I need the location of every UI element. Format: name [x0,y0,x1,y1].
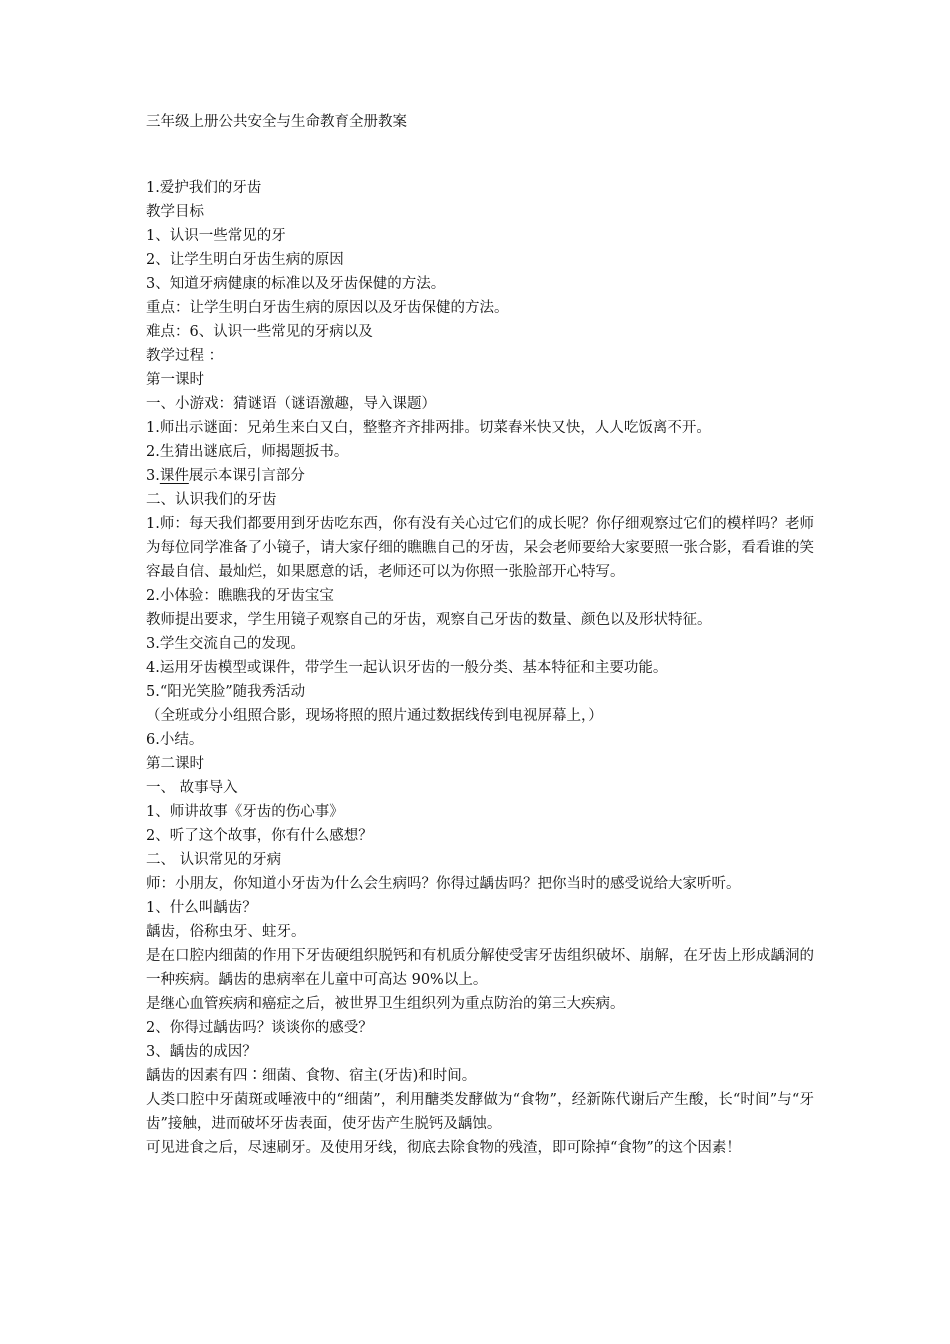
period1-s2-1: 1.师：每天我们都要用到牙齿吃东西，你有没有关心过它们的成长呢？你仔细观察过它们的模样吗？老师为每位同学准备了小镜子，请大家仔细的瞧瞧自己的牙齿，呆会老师要给大家要照一张合影，看看谁的笑容最自信、最灿烂，如果愿意的话，老师还可以为你照一张脸部开心特写。 [146,516,814,580]
document-body [146,110,814,1160]
period2-heading: 第二课时 [146,756,204,772]
period2-q3-advice: 可见进食之后，尽速刷牙。及使用牙线，彻底去除食物的残渣，即可除掉“食物”的这个因素！ [146,1140,741,1156]
period1-s2-5-note: （全班或分小组照合影，现场将照的照片通过数据线传到电视屏幕上，） [146,708,603,724]
period2-s1-2: 2、听了这个故事，你有什么感想？ [146,828,373,844]
objective-item: 1、认识一些常见的牙 [146,228,286,244]
period1-s2-2-detail: 教师提出要求，学生用镜子观察自己的牙齿，观察自己牙齿的数量、颜色以及形状特征。 [146,612,712,628]
period1-s1-1: 1.师出示谜面：兄弟生来白又白，整整齐齐排两排。切菜舂米快又快，人人吃饭离不开。 [146,420,711,436]
period2-q3: 3、龋齿的成因？ [146,1044,257,1060]
period2-section2: 二、 认识常见的牙病 [146,852,282,868]
difficulty: 难点：6、认识一些常见的牙病以及 [146,324,373,340]
period2-q1-rank: 是继心血管疾病和癌症之后，被世界卫生组织列为重点防治的第三大疾病。 [146,996,625,1012]
period2-q2: 2、你得过龋齿吗？谈谈你的感受？ [146,1020,373,1036]
period1-s2-6: 6.小结。 [146,732,204,748]
period1-s2-2: 2.小体验：瞧瞧我的牙齿宝宝 [146,588,334,604]
period1-s1-3 [146,464,814,488]
period2-q1: 1、什么叫龋齿？ [146,900,257,916]
period2-q1-detail: 是在口腔内细菌的作用下牙齿硬组织脱钙和有机质分解使受害牙齿组织破坏、崩解，在牙齿上形成龋洞的一种疾病。龋齿的患病率在儿童中可高达 90%以上。 [146,948,814,988]
period2-s1-1: 1、师讲故事《牙齿的伤心事》 [146,804,344,820]
period2-s2-intro: 师：小朋友，你知道小牙齿为什么会生病吗？你得过龋齿吗？把你当时的感受说给大家听听。 [146,876,741,892]
period2-q1-def: 龋齿，俗称虫牙、蛀牙。 [146,924,306,940]
period2-section1: 一、 故事导入 [146,780,238,796]
period2-q3-factors: 龋齿的因素有四∶细菌、食物、宿主(牙齿)和时间。 [146,1068,477,1084]
document-title: 三年级上册公共安全与生命教育全册教案 [146,114,407,130]
lesson-title: 1.爱护我们的牙齿 [146,180,262,196]
period1-heading: 第一课时 [146,372,204,388]
key-point: 重点：让学生明白牙齿生病的原因以及牙齿保健的方法。 [146,300,509,316]
period1-s2-4: 4.运用牙齿模型或课件，带学生一起认识牙齿的一般分类、基本特征和主要功能。 [146,660,668,676]
period1-section1: 一、小游戏：猜谜语（谜语激趣，导入课题） [146,396,436,412]
objective-item: 3、知道牙病健康的标准以及牙齿保健的方法。 [146,276,446,292]
period1-s2-3: 3.学生交流自己的发现。 [146,636,305,652]
period2-q3-detail: 人类口腔中牙菌斑或唾液中的“细菌”，利用醣类发酵做为“食物”，经新陈代谢后产生酸，长“时间”与“牙齿”接触，进而破坏牙齿表面，使牙齿产生脱钙及龋蚀。 [146,1092,814,1132]
s1-3-prefix: 3. [146,468,160,484]
s1-3-rest: 展示本课引言部分 [188,468,305,484]
process-heading: 教学过程 ： [146,348,224,364]
period1-s2-5: 5.“阳光笑脸”随我秀活动 [146,684,306,700]
courseware-link[interactable]: 课件 [159,468,189,484]
period1-section2: 二、认识我们的牙齿 [146,492,277,508]
period1-s1-2: 2.生猜出谜底后，师揭题扳书。 [146,444,349,460]
objective-item: 2、让学生明白牙齿生病的原因 [146,252,344,268]
objectives-heading: 教学目标 [146,204,204,220]
